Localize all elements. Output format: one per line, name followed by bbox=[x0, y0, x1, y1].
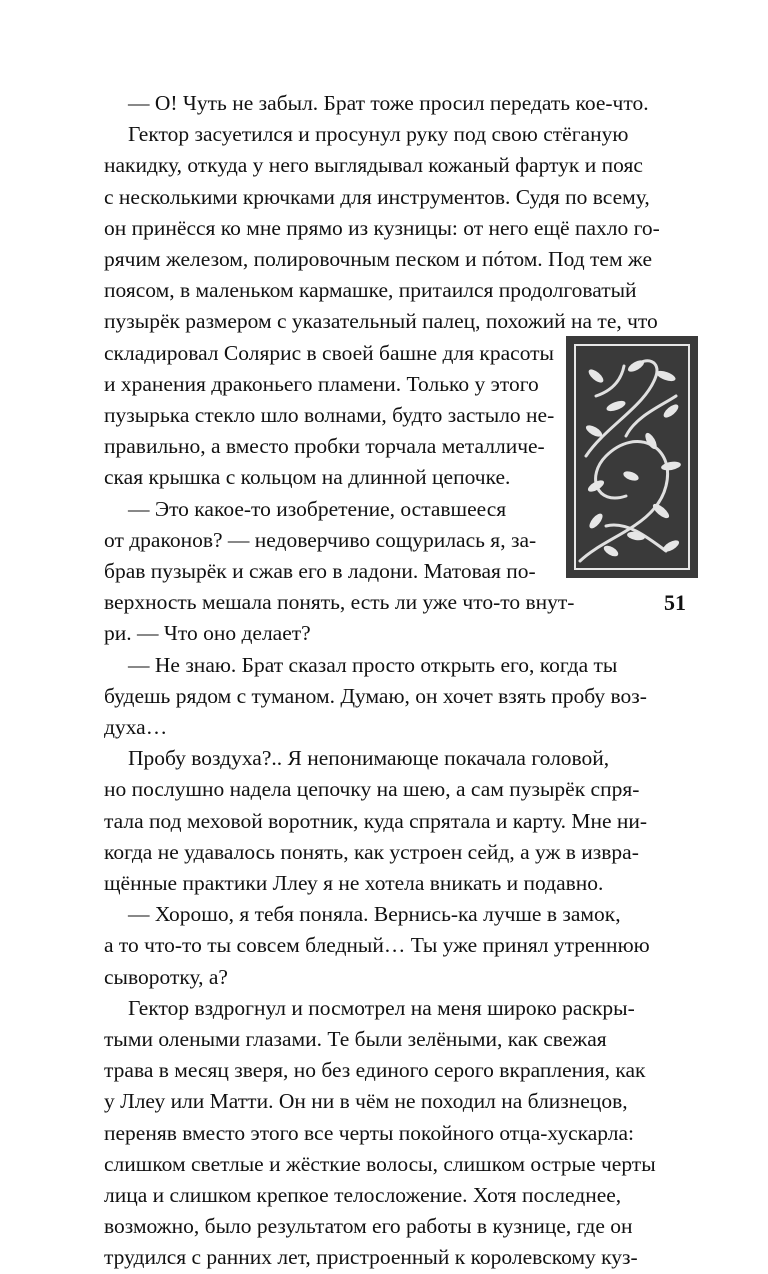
text-line: поясом, в маленьком кармашке, притаился продолговатый bbox=[104, 278, 637, 303]
text-line: — Хорошо, я тебя поняла. Вернись-ка лучше в замок, bbox=[128, 902, 621, 927]
text-line: Гектор засуетился и просунул руку под свою стёганую bbox=[128, 122, 629, 147]
text-line: возможно, было результатом его работы в кузнице, где он bbox=[104, 1214, 633, 1239]
text-line: правильно, а вместо пробки торчала металличе- bbox=[104, 434, 545, 459]
text-line: пузырёк размером с указательный палец, похожий на те, что bbox=[104, 309, 658, 334]
text-line: с несколькими крючками для инструментов. Судя по всему, bbox=[104, 184, 650, 209]
text-line: сыворотку, а? bbox=[104, 964, 228, 989]
text-line: он принёсся ко мне прямо из кузницы: от него ещё пахло го- bbox=[104, 215, 660, 240]
text-line: Пробу воздуха?.. Я непонимающе покачала головой, bbox=[128, 746, 610, 771]
text-line: у Ллеу или Матти. Он ни в чём не походил на близнецов, bbox=[104, 1089, 628, 1114]
text-line: и хранения драконьего пламени. Только у этого bbox=[104, 371, 539, 396]
text-line: — Не знаю. Брат сказал просто открыть его, когда ты bbox=[128, 652, 618, 677]
text-line: трудился с ранних лет, пристроенный к королевскому куз- bbox=[104, 1245, 638, 1270]
text-line: ская крышка с кольцом на длинной цепочке. bbox=[104, 465, 511, 490]
text-line: Гектор вздрогнул и посмотрел на меня широко раскры- bbox=[128, 995, 635, 1020]
text-line: от драконов? — недоверчиво сощурилась я, за- bbox=[104, 527, 537, 552]
page-number: 51 bbox=[664, 590, 686, 615]
text-line: слишком светлые и жёсткие волосы, слишком острые черты bbox=[104, 1151, 656, 1176]
text-line: когда не удавалось понять, как устроен сейд, а уж в извра- bbox=[104, 839, 639, 864]
text-line: переняв вместо этого все черты покойного отца-хускарла: bbox=[104, 1120, 634, 1145]
text-line: лица и слишком крепкое телосложение. Хотя последнее, bbox=[104, 1183, 622, 1207]
text-line: складировал Солярис в своей башне для красоты bbox=[104, 340, 554, 365]
text-line: но послушно надела цепочку на шею, а сам пузырёк спря- bbox=[104, 777, 640, 802]
text-line: ри. — Что оно делает? bbox=[104, 621, 311, 646]
leafy-branch-panel-icon bbox=[566, 336, 698, 578]
text-line: будешь рядом с туманом. Думаю, он хочет взять пробу воз- bbox=[104, 683, 647, 708]
text-line: духа… bbox=[104, 715, 168, 739]
text-line: рячим железом, полировочным песком и пóтом. Под тем же bbox=[104, 247, 653, 271]
text-line: а то что-то ты совсем бледный… Ты уже принял утреннюю bbox=[104, 933, 650, 958]
text-line: трава в месяц зверя, но без единого серого вкрапления, как bbox=[104, 1058, 646, 1083]
text-line: — Это какое-то изобретение, оставшееся bbox=[128, 496, 507, 521]
text-line: тала под меховой воротник, куда спрятала и карту. Мне ни- bbox=[104, 808, 648, 833]
text-line: тыми олеными глазами. Те были зелёными, как свежая bbox=[104, 1027, 607, 1051]
text-line: — О! Чуть не забыл. Брат тоже просил передать кое-что. bbox=[128, 91, 649, 115]
text-line: брав пузырёк и сжав его в ладони. Матовая по- bbox=[104, 559, 536, 583]
text-line: накидку, откуда у него выглядывал кожаный фартук и пояс bbox=[104, 153, 643, 178]
text-line: верхность мешала понять, есть ли уже что-то внут- bbox=[104, 590, 575, 615]
text-line: пузырька стекло шло волнами, будто застыло не- bbox=[104, 403, 555, 427]
text-line: щённые практики Ллеу я не хотела вникать и подавно. bbox=[104, 871, 604, 895]
